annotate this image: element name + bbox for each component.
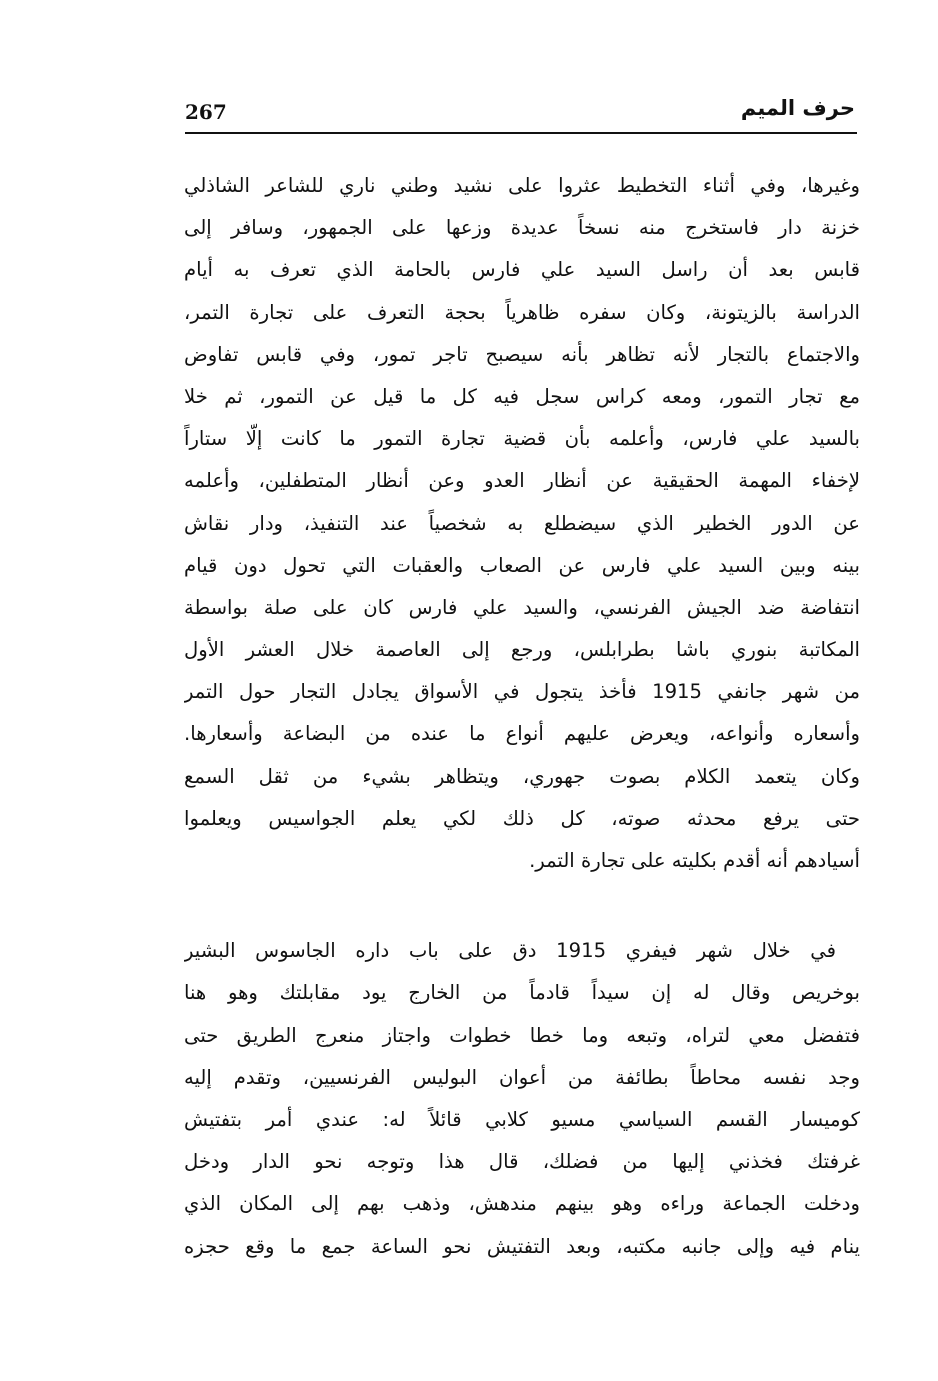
text-line: لإخفاء المهمة الحقيقية عن أنظار العدو وعن أنظار المتطفلين، وأعلمه	[184, 469, 860, 493]
text-line: الدراسة بالزيتونة، وكان سفره ظاهرياً بحجة التعرف على تجارة التمر،	[184, 300, 860, 324]
text-line: وجد نفسه محاطاً بطائفة من أعوان البوليس الفرنسيين، وتقدم إليه	[184, 1065, 860, 1089]
text-line: وأسعاره وأنواعه، ويعرض عليهم أنواع ما عنده من البضاعة وأسعارها.	[184, 722, 860, 746]
text-line: والاجتماع بالتجار لأنه تظاهر بأنه سيصبح تاجر تمور، وفي قابس تفاوض	[184, 342, 860, 366]
text-line: بوخريص وقال له إن سيداً قادماً من الخارج يود مقابلتك وهو هنا	[184, 981, 860, 1005]
chapter-title: حرف الميم	[740, 96, 855, 120]
text-line: خزنة دار فاستخرج منه نسخاً عديدة وزعها على الجمهور، وسافر إلى	[184, 216, 860, 240]
text-line: مع تجار التمور، ومعه كراس سجل فيه كل ما قيل عن التمور، ثم خلا	[184, 384, 860, 408]
text-line: ينام فيه وإلى جانبه مكتبه، وبعد التفتيش نحو الساعة جمع ما وقع حجزه	[184, 1234, 860, 1258]
paragraph-1	[184, 165, 860, 882]
page-header	[185, 98, 855, 134]
text-line: في خلال شهر فيفري 1915 دق على باب داره الجاسوس البشير	[184, 939, 837, 963]
header-divider	[185, 132, 857, 134]
text-line: أسيادهم أنه أقدم بكليته على تجارة التمر.	[529, 849, 860, 872]
text-line: انتفاضة ضد الجيش الفرنسي، والسيد علي فارس كان على صلة بواسطة	[184, 595, 860, 619]
text-line: وكان يتعمد الكلام بصوت جهوري، ويتظاهر بشيء من ثقل السمع	[184, 764, 860, 788]
paragraph-gap	[184, 882, 860, 930]
text-line: غرفتك فخذني إليها من فضلك، قال هذا وتوجه نحو الدار ودخل	[184, 1150, 860, 1174]
paragraph-2	[184, 930, 860, 1268]
body-text	[184, 165, 860, 1268]
text-line: وغيرها، وفي أثناء التخطيط عثروا على نشيد وطني ناري للشاعر الشاذلي	[184, 174, 860, 197]
text-line: ودخلت الجماعة وراءه وهو بينهم مندهش، وذهب بهم إلى المكان الذي	[184, 1192, 860, 1216]
text-line: المكاتبة بنوري باشا بطرابلس، ورجع إلى العاصمة خلال العشر الأول	[184, 638, 860, 662]
text-line: حتى يرفع محدثه صوته، كل ذلك لكي يعلم الجواسيس ويعلموا	[184, 806, 860, 830]
text-line: كوميسار القسم السياسي مسيو كلابي قائلاً له: عندي أمر بتفتيش	[184, 1107, 860, 1131]
text-line: بينه وبين السيد علي فارس عن الصعاب والعقبات التي تحول دون قيام	[184, 553, 860, 577]
page-number: 267	[185, 100, 227, 124]
text-line: بالسيد علي فارس، وأعلمه بأن قضية تجارة التمور ما كانت إلّا ستاراً	[184, 427, 860, 451]
text-line: فتفضل معي لتراه، وتبعه وما خطا خطوات واجتاز منعرج الطريق حتى	[184, 1023, 860, 1047]
text-line: من شهر جانفي 1915 فأخذ يتجول في الأسواق يجادل التجار حول التمر	[184, 680, 860, 704]
text-line: عن الدور الخطير الذي سيضطلع به شخصياً عند التنفيذ، ودار نقاش	[184, 511, 860, 535]
text-line: قابس بعد أن راسل السيد علي فارس بالحامة الذي تعرف به أيام	[184, 258, 860, 282]
